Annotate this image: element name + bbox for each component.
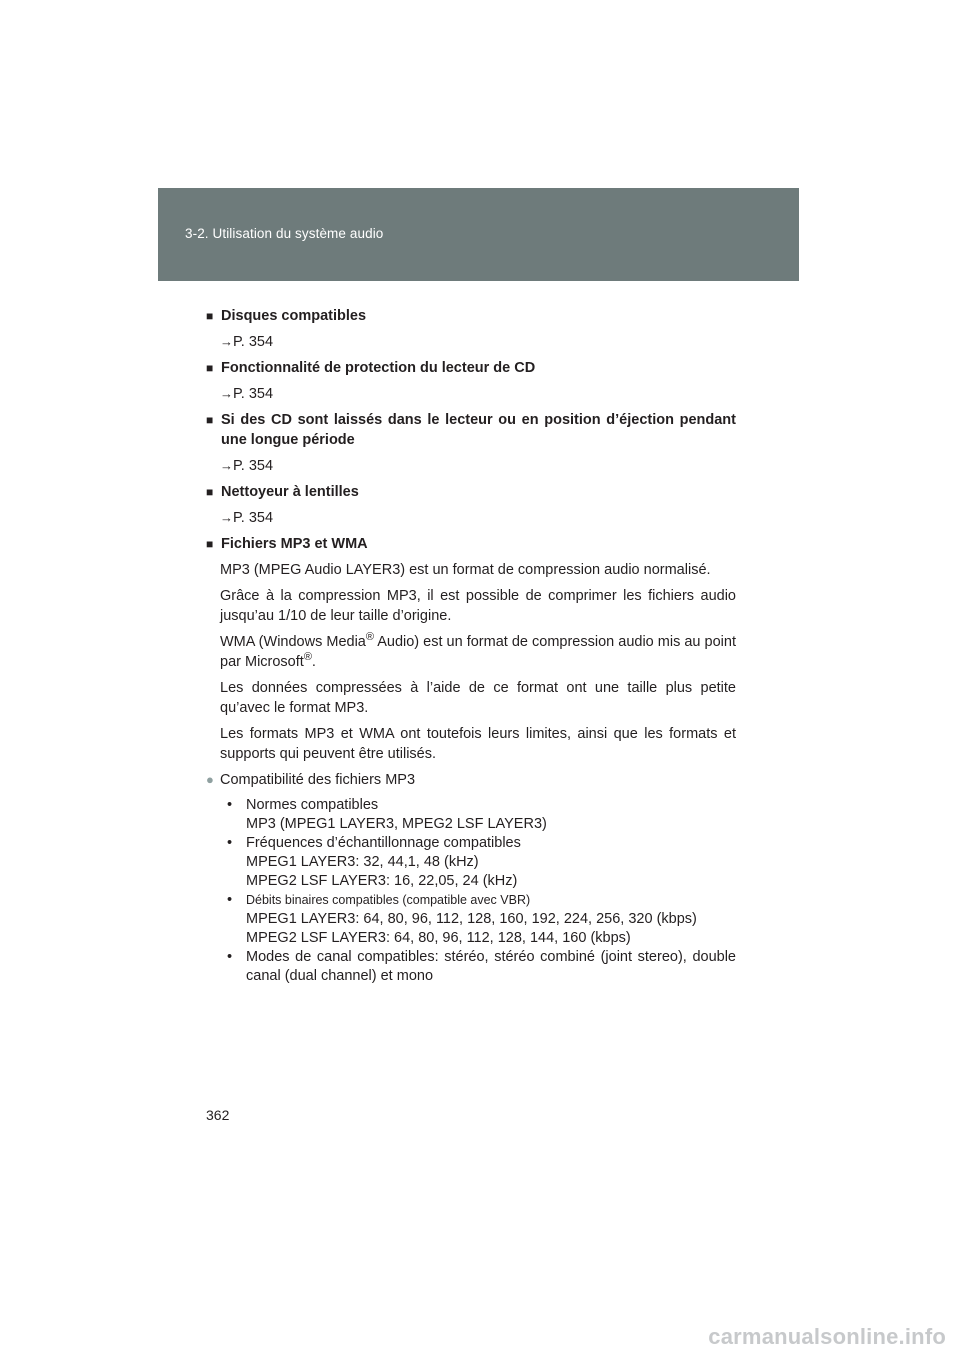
- square-bullet-icon: ■: [206, 537, 214, 551]
- section-header-band: [158, 188, 799, 281]
- list-item: • Fréquences d’échantillonnage compatibles MPEG1 LAYER3: 32, 44,1, 48 (kHz) MPEG2 LSF LAYER3: 16, 22,05, 24 (kHz): [220, 834, 736, 891]
- circle-bullet-icon: ●: [206, 772, 214, 787]
- bullet-icon: •: [227, 892, 233, 908]
- bullet-icon: •: [227, 949, 233, 965]
- page-reference[interactable]: →P. 354: [220, 386, 274, 402]
- paragraph: MP3 (MPEG Audio LAYER3) est un format de compression audio normalisé.: [220, 562, 711, 578]
- page-reference[interactable]: →P. 354: [220, 334, 274, 350]
- list-item: • Modes de canal compatibles: stéréo, stéréo combiné (joint stereo), double canal (dual channel) et mono: [220, 948, 736, 986]
- page-content: [206, 306, 736, 986]
- bullet-icon: •: [227, 835, 233, 851]
- list-item: • Débits binaires compatibles (compatible avec VBR) MPEG1 LAYER3: 64, 80, 96, 112, 128, 160, 192, 224, 256, 320 (kbps) MPEG2 LSF LAYER3: 64, 80, 96, 112, 128, 144, 160 (kbps): [220, 891, 736, 948]
- arrow-right-icon: →: [220, 510, 233, 525]
- page-number: 362: [206, 1107, 230, 1123]
- section-heading: ■ Fichiers MP3 et WMA: [206, 536, 368, 552]
- section-title: 3-2. Utilisation du système audio: [185, 226, 384, 241]
- square-bullet-icon: ■: [206, 309, 214, 323]
- section-heading: ■ Fonctionnalité de protection du lecteur de CD: [206, 360, 536, 376]
- page-reference[interactable]: →P. 354: [220, 458, 274, 474]
- watermark: carmanualsonline.info: [708, 1324, 946, 1349]
- page-reference[interactable]: →P. 354: [220, 510, 274, 526]
- arrow-right-icon: →: [220, 458, 233, 473]
- paragraph: Grâce à la compression MP3, il est possible de comprimer les fichiers audio jusqu’au 1/10 de leur taille d’origine.: [220, 588, 736, 624]
- paragraph: Les données compressées à l’aide de ce format ont une taille plus petite qu’avec le format MP3.: [220, 680, 736, 716]
- paragraph: Les formats MP3 et WMA ont toutefois leurs limites, ainsi que les formats et supports qui peuvent être utilisés.: [220, 726, 736, 762]
- registered-mark: ®: [365, 631, 374, 644]
- registered-mark: ®: [303, 651, 312, 664]
- square-bullet-icon: ■: [206, 361, 214, 375]
- arrow-right-icon: →: [220, 386, 233, 401]
- paragraph: WMA (Windows Media® Audio) est un format de compression audio mis au point par Microsoft®.: [220, 631, 736, 670]
- section-heading: ■ Nettoyeur à lentilles: [206, 484, 359, 500]
- section-heading: ■ Disques compatibles: [206, 308, 367, 324]
- square-bullet-icon: ■: [206, 485, 214, 499]
- arrow-right-icon: →: [220, 334, 233, 349]
- square-bullet-icon: ■: [206, 413, 214, 427]
- bullet-icon: •: [227, 797, 233, 813]
- list-item: • Normes compatibles MP3 (MPEG1 LAYER3, MPEG2 LSF LAYER3): [220, 796, 736, 834]
- section-heading: ■ Si des CD sont laissés dans le lecteur ou en position d’éjection pendant une longue période: [206, 412, 736, 448]
- spec-list: [220, 796, 736, 986]
- subsection-heading: ● Compatibilité des fichiers MP3: [206, 772, 416, 788]
